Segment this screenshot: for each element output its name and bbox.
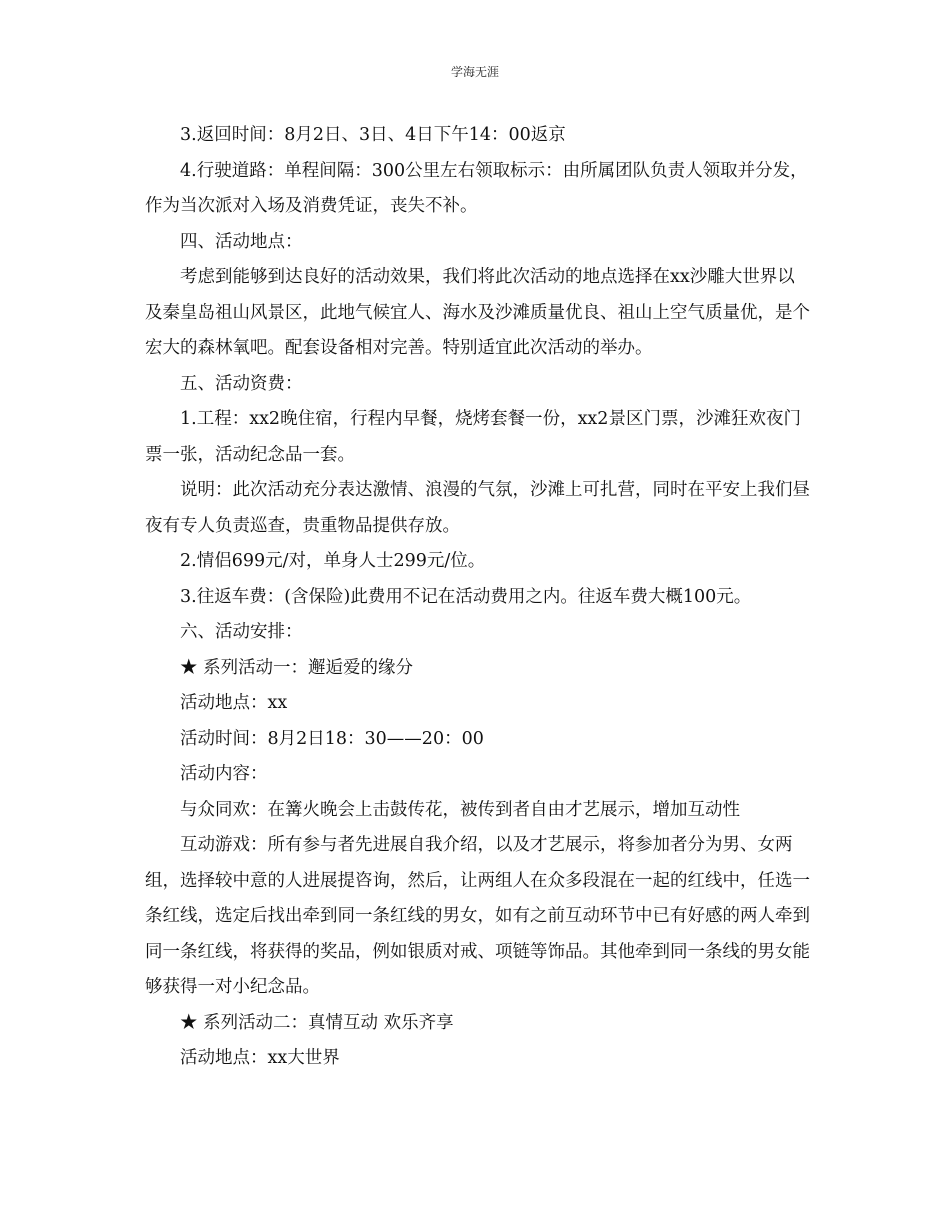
- activity-one-time: 活动时间：8月2日18：30——20：00: [180, 728, 484, 749]
- section-heading-schedule: 六、活动安排：: [180, 622, 303, 642]
- section-heading-fees: 五、活动资费：: [180, 373, 303, 394]
- activity-one-bonfire: 与众同欢：在篝火晚会上击鼓传花，被传到者自由才艺展示，增加互动性: [180, 799, 740, 820]
- activity-one-location: 活动地点：xx: [180, 693, 288, 713]
- page-header: 学海无涯: [450, 65, 499, 79]
- activity-two-title: ★ 系列活动二：真情互动 欢乐齐享: [180, 1012, 454, 1033]
- activity-one-content-label: 活动内容：: [180, 764, 268, 784]
- activity-one-game: 互动游戏：所有参与者先进展自我介绍，以及才艺展示，将参加者分为男、女两组，选择较中意的人进展提咨询，然后，让两组人在众多段混在一起的红线中，任选一条红线，选定后找出牵到同一条红线的男女，如有之前互动环节中已有好感的两人牵到同一条红线，将获得的奖品，例如银质对戒、项链等饰品。其他牵到同一条线的男女能够获得一对小纪念品。: [145, 835, 810, 997]
- paragraph-driving-route: 4.行驶道路：单程间隔：300公里左右领取标示：由所属团队负责人领取并分发，作为当次派对入场及消费凭证，丧失不补。: [145, 160, 808, 216]
- paragraph-location-description: 考虑到能够到达良好的活动效果，我们将此次活动的地点选择在xx沙雕大世界以及秦皇岛祖山风景区，此地气候宜人、海水及沙滩质量优良、祖山上空气质量优，是个宏大的森林氧吧。配套设备相对完善。特别适宜此次活动的举办。: [145, 267, 810, 358]
- paragraph-fee-note: 说明：此次活动充分表达激情、浪漫的气氛，沙滩上可扎营，同时在平安上我们昼夜有专人负责巡查，贵重物品提供存放。: [145, 480, 810, 536]
- paragraph-fee-items: 1.工程：xx2晚住宿，行程内早餐，烧烤套餐一份，xx2景区门票，沙滩狂欢夜门票一张，活动纪念品一套。: [145, 409, 801, 465]
- activity-two-location: 活动地点：xx大世界: [180, 1048, 340, 1068]
- section-heading-location: 四、活动地点：: [180, 231, 303, 252]
- paragraph-transport-fee: 3.往返车费：(含保险)此费用不记在活动费用之内。往返车费大概100元。: [180, 586, 752, 607]
- activity-one-title: ★ 系列活动一：邂逅爱的缘分: [180, 657, 414, 678]
- paragraph-fee-prices: 2.情侣699元/对，单身人士299元/位。: [180, 551, 486, 571]
- document-body: [145, 118, 810, 1077]
- paragraph-return-time: 3.返回时间：8月2日、3日、4日下午14：00返京: [180, 125, 566, 145]
